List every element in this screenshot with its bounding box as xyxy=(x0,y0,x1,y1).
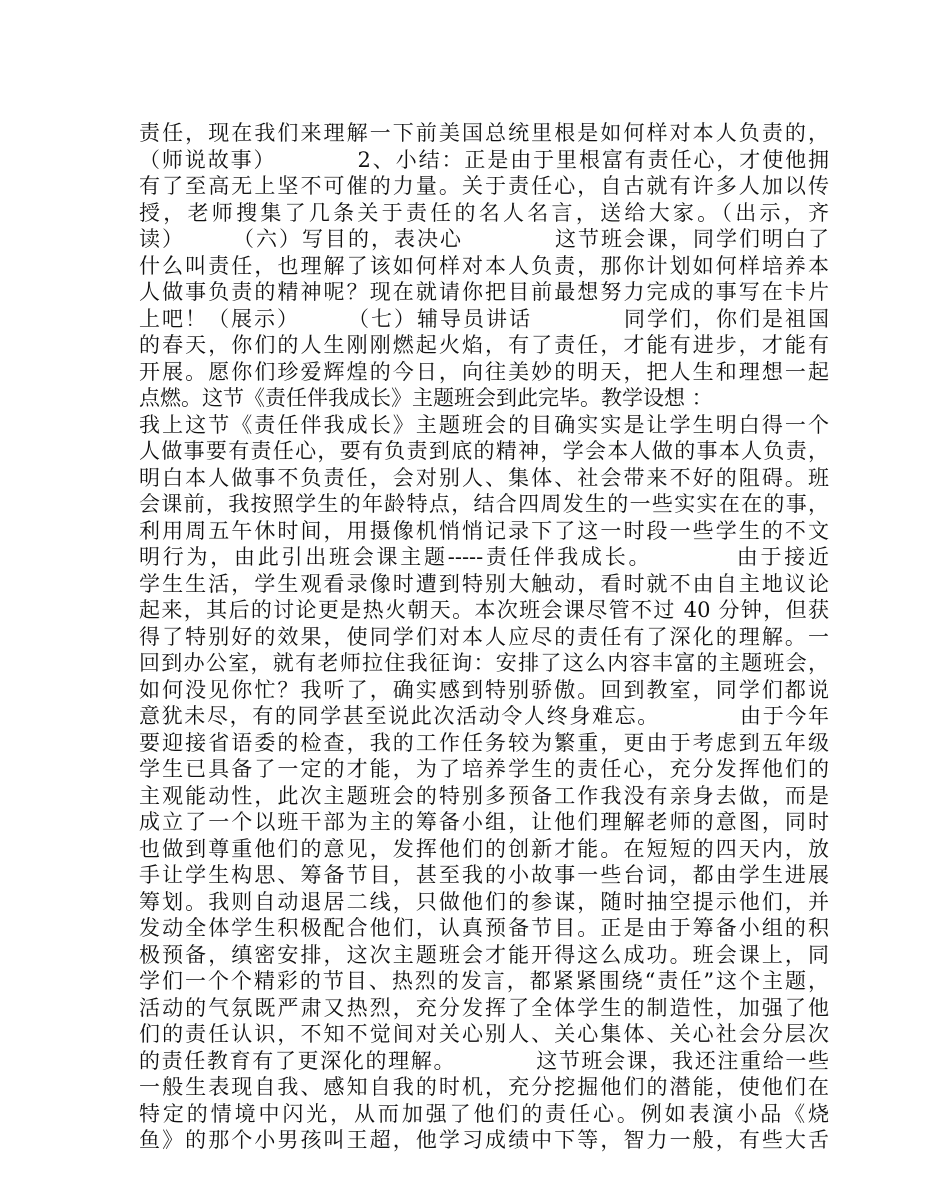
text-line: 如何没见你忙？我听了，确实感到特别骄傲。回到教室，同学们都说 xyxy=(139,677,829,702)
text-line: 利用周五午休时间，用摄像机悄悄记录下了这一时段一些学生的不文 xyxy=(139,518,829,543)
text-line: 的责任教育有了更深化的理解。 这节班会课，我还注重给一些 xyxy=(139,1048,829,1073)
text-line: 人做事负责的精神呢？现在就请你把目前最想努力完成的事写在卡片 xyxy=(139,280,829,304)
text-line: 意犹未尽，有的同学甚至说此次活动令人终身难忘。 由于今年 xyxy=(139,704,829,728)
text-line: 手让学生构思、筹备节目，甚至我的小故事一些台词，都由学生进展 xyxy=(139,863,829,887)
text-line: 责任，现在我们来理解一下前美国总统里根是如何样对本人负责的， xyxy=(139,121,829,145)
text-line: 得了特别好的效果，使同学们对本人应尽的责任有了深化的理解。一 xyxy=(139,624,829,649)
text-line: 学生已具备了一定的才能，为了培养学生的责任心，充分发挥他们的 xyxy=(139,757,829,781)
text-line: 们的责任认识，不知不觉间对关心别人、关心集体、关心社会分层次 xyxy=(139,1022,829,1046)
text-line: 会课前，我按照学生的年龄特点，结合四周发生的一些实实在在的事， xyxy=(139,492,829,516)
text-line: 鱼》的那个小男孩叫王超，他学习成绩中下等，智力一般，有些大舌 xyxy=(139,1128,829,1152)
text-line: 读） （六）写目的，表决心 这节班会课，同学们明白了 xyxy=(139,227,829,251)
text-line: 学生生活，学生观看录像时遭到特别大触动，看时就不由自主地议论 xyxy=(139,571,829,596)
text-line: 回到办公室，就有老师拉住我征询：安排了这么内容丰富的主题班会， xyxy=(139,651,829,675)
text-line: 授，老师搜集了几条关于责任的名人名言，送给大家。（出示，齐 xyxy=(139,200,829,225)
text-line: 我上这节《责任伴我成长》主题班会的目确实实是让学生明白得一个 xyxy=(139,412,829,437)
text-line: 明行为，由此引出班会课主题-----责任伴我成长。 由于接近 xyxy=(139,545,829,569)
text-line: 活动的气氛既严肃又热烈，充分发挥了全体学生的制造性，加强了他 xyxy=(139,995,829,1020)
text-line: 一般生表现自我、感知自我的时机，充分挖掘他们的潜能，使他们在 xyxy=(139,1075,829,1099)
text-line: 也做到尊重他们的意见，发挥他们的创新才能。在短短的四天内，放 xyxy=(139,836,829,861)
text-line: 特定的情境中闪光，从而加强了他们的责任心。例如表演小品《烧 xyxy=(139,1101,829,1126)
text-line: 有了至高无上坚不可催的力量。关于责任心，自古就有许多人加以传 xyxy=(139,174,829,198)
text-line: 人做事要有责任心，要有负责到底的精神，学会本人做的事本人负责， xyxy=(139,439,829,463)
text-line: 上吧！（展示） （七）辅导员讲话 同学们，你们是祖国 xyxy=(139,306,829,331)
text-line: 点燃。这节《责任伴我成长》主题班会到此完毕。教学设想 ： xyxy=(139,386,713,410)
text-line: 起来，其后的讨论更是热火朝天。本次班会课尽管不过 40 分钟，但获 xyxy=(139,598,829,622)
text-line: 什么叫责任，也理解了该如何样对本人负责，那你计划如何样培养本 xyxy=(139,253,829,278)
text-line: 极预备，缜密安排，这次主题班会才能开得这么成功。班会课上，同 xyxy=(139,942,829,967)
text-line: 要迎接省语委的检查，我的工作任务较为繁重，更由于考虑到五年级 xyxy=(139,730,829,755)
text-line: 学们一个个精彩的节目、热烈的发言，都紧紧围绕“责任”这个主题， xyxy=(139,969,829,993)
text-line: （师说故事） 2、小结：正是由于里根富有责任心，才使他拥 xyxy=(139,147,829,172)
text-line: 成立了一个以班干部为主的筹备小组，让他们理解老师的意图，同时 xyxy=(139,810,829,834)
text-line: 明白本人做事不负责任，会对别人、集体、社会带来不好的阻碍。班 xyxy=(139,465,829,490)
document-body xyxy=(139,120,829,1154)
text-line: 开展。愿你们珍爱辉煌的今日，向往美妙的明天，把人生和理想一起 xyxy=(139,359,829,384)
text-line: 的春天，你们的人生刚刚燃起火焰，有了责任，才能有进步，才能有 xyxy=(139,333,829,357)
text-line: 筹划。我则自动退居二线，只做他们的参谋，随时抽空提示他们，并 xyxy=(139,889,829,914)
text-line: 发动全体学生积极配合他们，认真预备节目。正是由于筹备小组的积 xyxy=(139,916,829,940)
text-line: 主观能动性，此次主题班会的特别多预备工作我没有亲身去做，而是 xyxy=(139,783,829,808)
